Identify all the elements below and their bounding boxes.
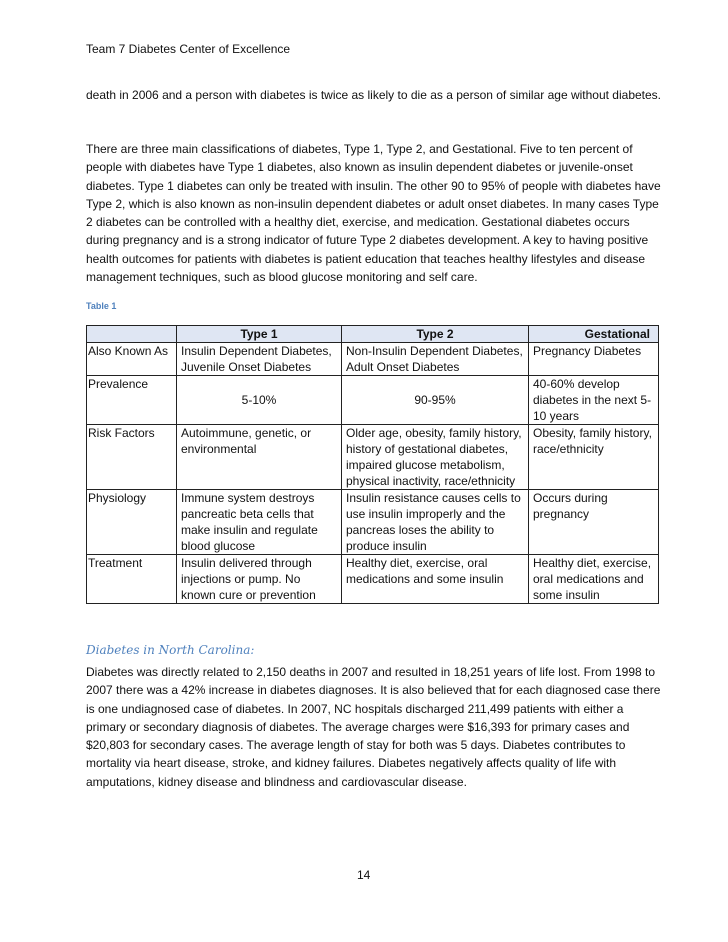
cell-type1-text: 5-10% [241,393,277,407]
cell-type2: Healthy diet, exercise, oral medications and some insulin [342,555,529,604]
cell-type1: Insulin delivered through injections or pump. No known cure or prevention [177,555,342,604]
table-row-treatment [87,555,659,604]
cell-type1 [177,376,342,425]
cell-type2: Older age, obesity, family history, history of gestational diabetes, impaired glucose metabolism, physical inactivity, race/ethnicity [342,425,529,490]
classification-paragraph: There are three main classifications of diabetes, Type 1, Type 2, and Gestational. Five to ten percent of people with diabetes have Type 1 diabetes, also known as insulin dependent diabetes or juvenile-onset diabetes. Type 1 diabetes can only be treated with insulin. The other 90 to 95% of people with diabetes have Type 2, which is also known as non-insulin dependent diabetes or adult onset diabetes. In many cases Type 2 diabetes can be controlled with a healthy diet, exercise, and medication. Gestational diabetes occurs during pregnancy and is a strong indicator of future Type 2 diabetes development. A key to having positive health outcomes for patients with diabetes is patient education that teaches healthy lifestyles and disease management techniques, such as blood glucose monitoring and self care. [86,142,661,285]
cell-type1: Autoimmune, genetic, or environmental [177,425,342,490]
cell-type1: Immune system destroys pancreatic beta cells that make insulin and regulate blood glucose [177,490,342,555]
north-carolina-paragraph: Diabetes was directly related to 2,150 deaths in 2007 and resulted in 18,251 years of life lost. From 1998 to 2007 there was a 42% increase in diabetes diagnoses. It is also believed that for each diagnosed case there is one undiagnosed case of diabetes. In 2007, NC hospitals discharged 211,499 patients with either a primary or secondary diagnosis of diabetes. The average charges were $16,393 for primary cases and $20,803 for secondary cases. The average length of stay for both was 5 days. Diabetes contributes to mortality via heart disease, stroke, and kidney failures. Diabetes negatively affects quality of life with amputations, kidney disease and blindness and cardiovascular disease. [86,665,661,789]
cell-type2: Non-Insulin Dependent Diabetes, Adult Onset Diabetes [342,343,529,376]
table-row-risk-factors [87,425,659,490]
cell-gestational: Obesity, family history, race/ethnicity [529,425,659,490]
header-gestational: Gestational [529,326,659,343]
row-label: Prevalence [87,376,177,425]
cell-type1: Insulin Dependent Diabetes, Juvenile Onset Diabetes [177,343,342,376]
section-title: Diabetes in North Carolina: [86,643,255,657]
page-header: Team 7 Diabetes Center of Excellence [86,42,291,56]
intro-paragraph: death in 2006 and a person with diabetes is twice as likely to die as a person of similar age without diabetes. [86,88,662,102]
cell-type2: Insulin resistance causes cells to use insulin improperly and the pancreas loses the ability to produce insulin [342,490,529,555]
diabetes-types-table [86,325,659,604]
cell-gestational: 40-60% develop diabetes in the next 5-10 years [529,376,659,425]
header-type1: Type 1 [177,326,342,343]
table-row-prevalence [87,376,659,425]
table-caption: Table 1 [86,301,117,311]
cell-type2-text: 90-95% [414,393,456,407]
row-label: Risk Factors [87,425,177,490]
header-type2: Type 2 [342,326,529,343]
cell-gestational: Healthy diet, exercise, oral medications and some insulin [529,555,659,604]
cell-type2 [342,376,529,425]
cell-gestational: Occurs during pregnancy [529,490,659,555]
table-row-also-known-as [87,343,659,376]
table-header-row [87,326,659,343]
row-label: Physiology [87,490,177,555]
table-row-physiology [87,490,659,555]
row-label: Also Known As [87,343,177,376]
header-blank [87,326,177,343]
page-number: 14 [357,868,371,882]
cell-gestational: Pregnancy Diabetes [529,343,659,376]
row-label: Treatment [87,555,177,604]
